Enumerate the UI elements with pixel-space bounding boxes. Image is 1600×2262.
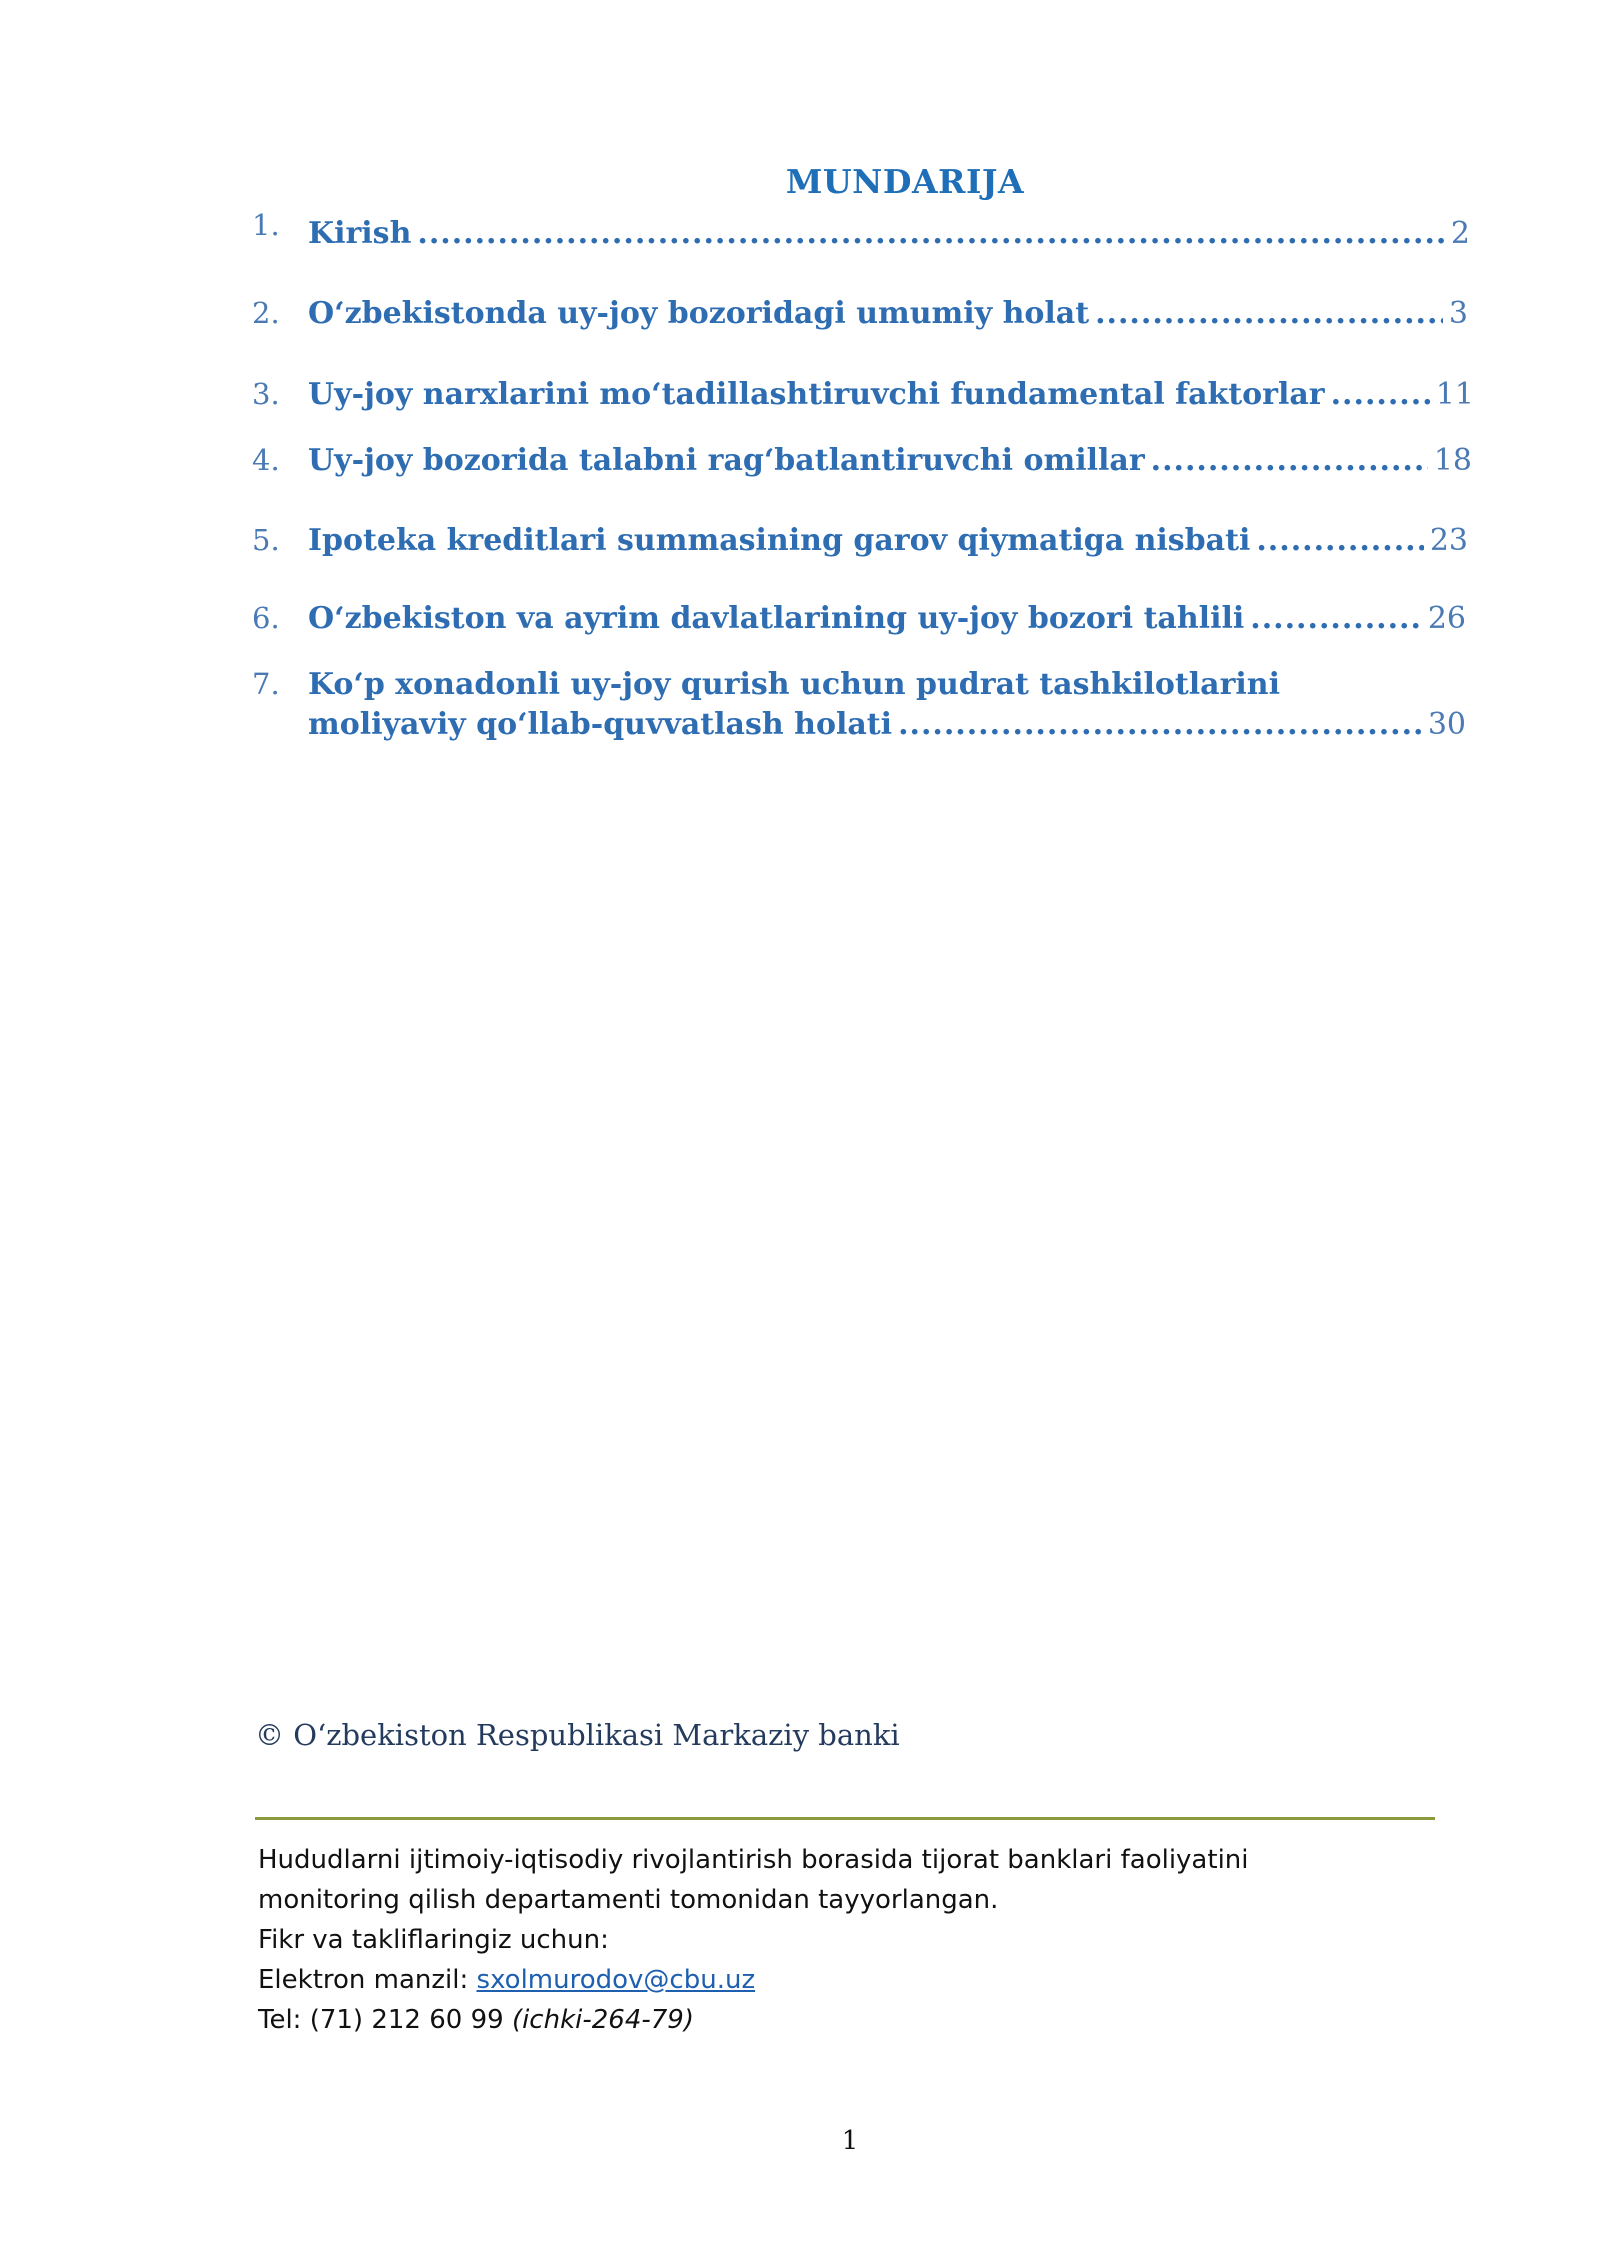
department-line-2: monitoring qilish departamenti tomonidan tayyorlangan. [258, 1885, 999, 1915]
toc-entry-line [308, 707, 1466, 742]
toc-entry-number: 7. [252, 667, 280, 701]
toc-title: MUNDARIJA [785, 162, 1025, 201]
toc-entry-label: O‘zbekistonda uy-joy bozoridagi umumiy holat [308, 296, 1090, 331]
contact-info [258, 1840, 1249, 2040]
toc-entry-page: 11 [1435, 377, 1474, 412]
toc-leader-dots [1095, 296, 1443, 331]
toc-entry-label-line1: Ko‘p xonadonli uy-joy qurish uchun pudrat tashkilotlarini [308, 667, 1280, 702]
page-number: 1 [841, 2126, 859, 2156]
toc-entry-label: Kirish [308, 216, 412, 251]
toc-entry-line [308, 216, 1470, 251]
toc-entry-line [308, 443, 1472, 478]
email-line [258, 1960, 1249, 2000]
email-link[interactable]: sxolmurodov@cbu.uz [476, 1965, 756, 1995]
toc-entry-line [308, 523, 1468, 558]
toc-leader-dots [1250, 601, 1422, 636]
department-line-1: Hududlarni ijtimoiy-iqtisodiy rivojlantirish borasida tijorat banklari faoliyatini [258, 1845, 1249, 1875]
toc-entry-label: Uy-joy narxlarini mo‘tadillashtiruvchi fundamental faktorlar [308, 377, 1325, 412]
toc-entry-page: 3 [1448, 296, 1468, 331]
toc-entry-line [308, 377, 1474, 412]
feedback-line: Fikr va takliflaringiz uchun: [258, 1925, 609, 1955]
tel-label: Tel: (71) 212 60 99 [258, 2005, 512, 2035]
tel-extension: (ichki-264-79) [511, 2005, 694, 2035]
toc-entry-label: Uy-joy bozorida talabni rag‘batlantiruvchi omillar [308, 443, 1145, 478]
toc-entry-page: 26 [1427, 601, 1466, 636]
toc-entry-number: 5. [252, 523, 280, 557]
toc-entry-label: O‘zbekiston va ayrim davlatlarining uy-joy bozori tahlili [308, 601, 1245, 636]
tel-line [258, 2000, 1249, 2040]
toc-entry-label: moliyaviy qo‘llab-quvvatlash holati [308, 707, 893, 742]
email-label: Elektron manzil: [258, 1965, 477, 1995]
toc-entry-number: 2. [252, 296, 280, 330]
toc-leader-dots [1151, 443, 1428, 478]
toc-entry-label: Ipoteka kreditlari summasining garov qiymatiga nisbati [308, 523, 1251, 558]
toc-leader-dots [417, 216, 1445, 251]
toc-entry-number: 4. [252, 443, 280, 477]
toc-entry-page: 30 [1427, 707, 1466, 742]
toc-entry-page: 18 [1433, 443, 1472, 478]
toc-leader-dots [898, 707, 1422, 742]
footer-divider [255, 1817, 1435, 1820]
toc-entry-number: 3. [252, 377, 280, 411]
toc-entry-number: 6. [252, 601, 280, 635]
copyright-notice: © O‘zbekiston Respublikasi Markaziy banki [255, 1718, 900, 1752]
toc-entry-page: 2 [1450, 216, 1470, 251]
toc-leader-dots [1256, 523, 1423, 558]
toc-entry-page: 23 [1429, 523, 1468, 558]
toc-entry-number: 1. [252, 208, 280, 242]
toc-entry-line [308, 601, 1466, 636]
toc-leader-dots [1331, 377, 1430, 412]
toc-entry-line [308, 296, 1468, 331]
